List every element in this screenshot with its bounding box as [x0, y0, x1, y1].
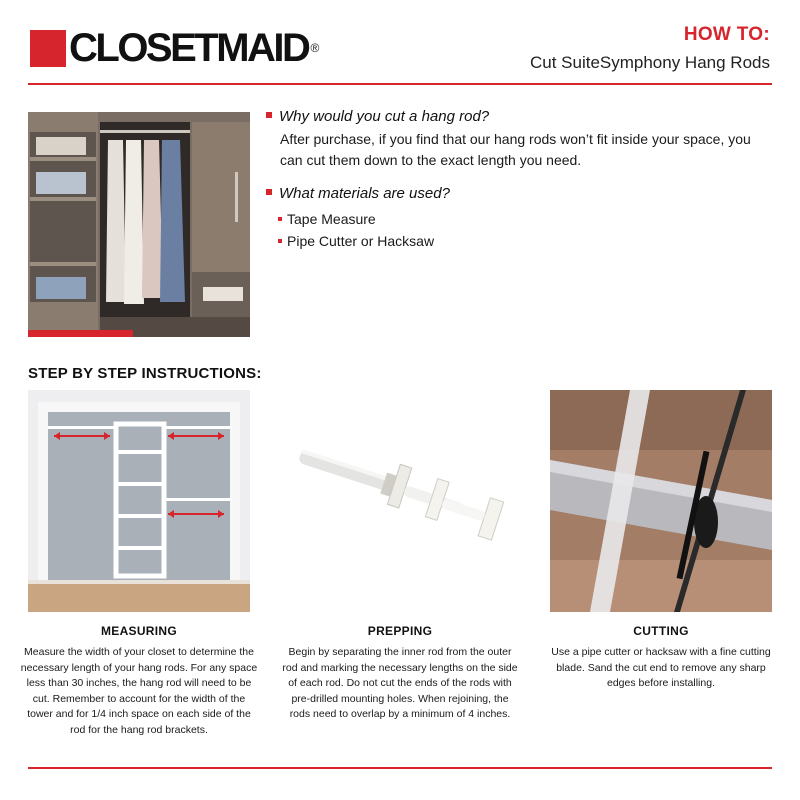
page-title: Cut SuiteSymphony Hang Rods — [529, 53, 770, 72]
logo-red-square — [30, 30, 66, 67]
prepping-photo — [289, 390, 511, 612]
step-title: MEASURING — [100, 624, 178, 638]
step-cutting — [541, 624, 781, 692]
red-bullet-icon — [266, 112, 272, 118]
step-body: Begin by separating the inner rod from the outer rod and marking the necessary lengths on the side of each rod. Do not cut the ends of the rods with pre-drilled mounting holes. When rejoining, the rods need to overlap by a minimum of 4 inches. — [282, 646, 518, 720]
red-bullet-icon — [278, 239, 282, 243]
step-prepping — [280, 624, 520, 723]
bottom-divider — [28, 767, 772, 769]
red-bullet-icon — [266, 189, 272, 195]
intro-qa — [266, 108, 776, 252]
howto-block — [530, 24, 770, 73]
closet-photo — [28, 112, 250, 337]
step-body: Use a pipe cutter or hacksaw with a fine cutting blade. Sand the cut end to remove any sharp edges before installing. — [551, 646, 771, 689]
step-measuring — [19, 624, 259, 738]
top-divider — [28, 83, 772, 85]
question-1-text: Why would you cut a hang rod? — [279, 108, 490, 125]
question-2 — [266, 185, 776, 202]
registered-mark: ® — [310, 41, 320, 55]
question-2-text: What materials are used? — [279, 185, 450, 202]
question-1 — [266, 108, 776, 125]
steps-heading: STEP BY STEP INSTRUCTIONS: — [28, 365, 262, 382]
material-label: Tape Measure — [287, 211, 376, 227]
red-bullet-icon — [278, 217, 282, 221]
step-title: PREPPING — [367, 624, 433, 638]
list-item — [278, 230, 776, 252]
list-item — [278, 208, 776, 230]
header — [0, 0, 800, 84]
measuring-photo — [28, 390, 250, 612]
logo-text: CLOSETMAID — [69, 26, 309, 70]
answer-1: After purchase, if you find that our hang rods won’t fit inside your space, you can cut them down to the exact length you need. — [280, 131, 751, 168]
cutting-photo — [550, 390, 772, 612]
closetmaid-logo — [30, 28, 319, 68]
material-label: Pipe Cutter or Hacksaw — [287, 233, 435, 249]
step-body: Measure the width of your closet to determine the necessary length of your hang rods. For any space less than 30 inches, the hang rod will need to be cut. Remember to account for the width of the tower and for 1/4 inch space on each side of the rod for the hang rod brackets. — [20, 646, 258, 736]
step-title: CUTTING — [633, 624, 689, 638]
materials-list — [278, 208, 776, 252]
howto-label: HOW TO: — [683, 24, 770, 45]
